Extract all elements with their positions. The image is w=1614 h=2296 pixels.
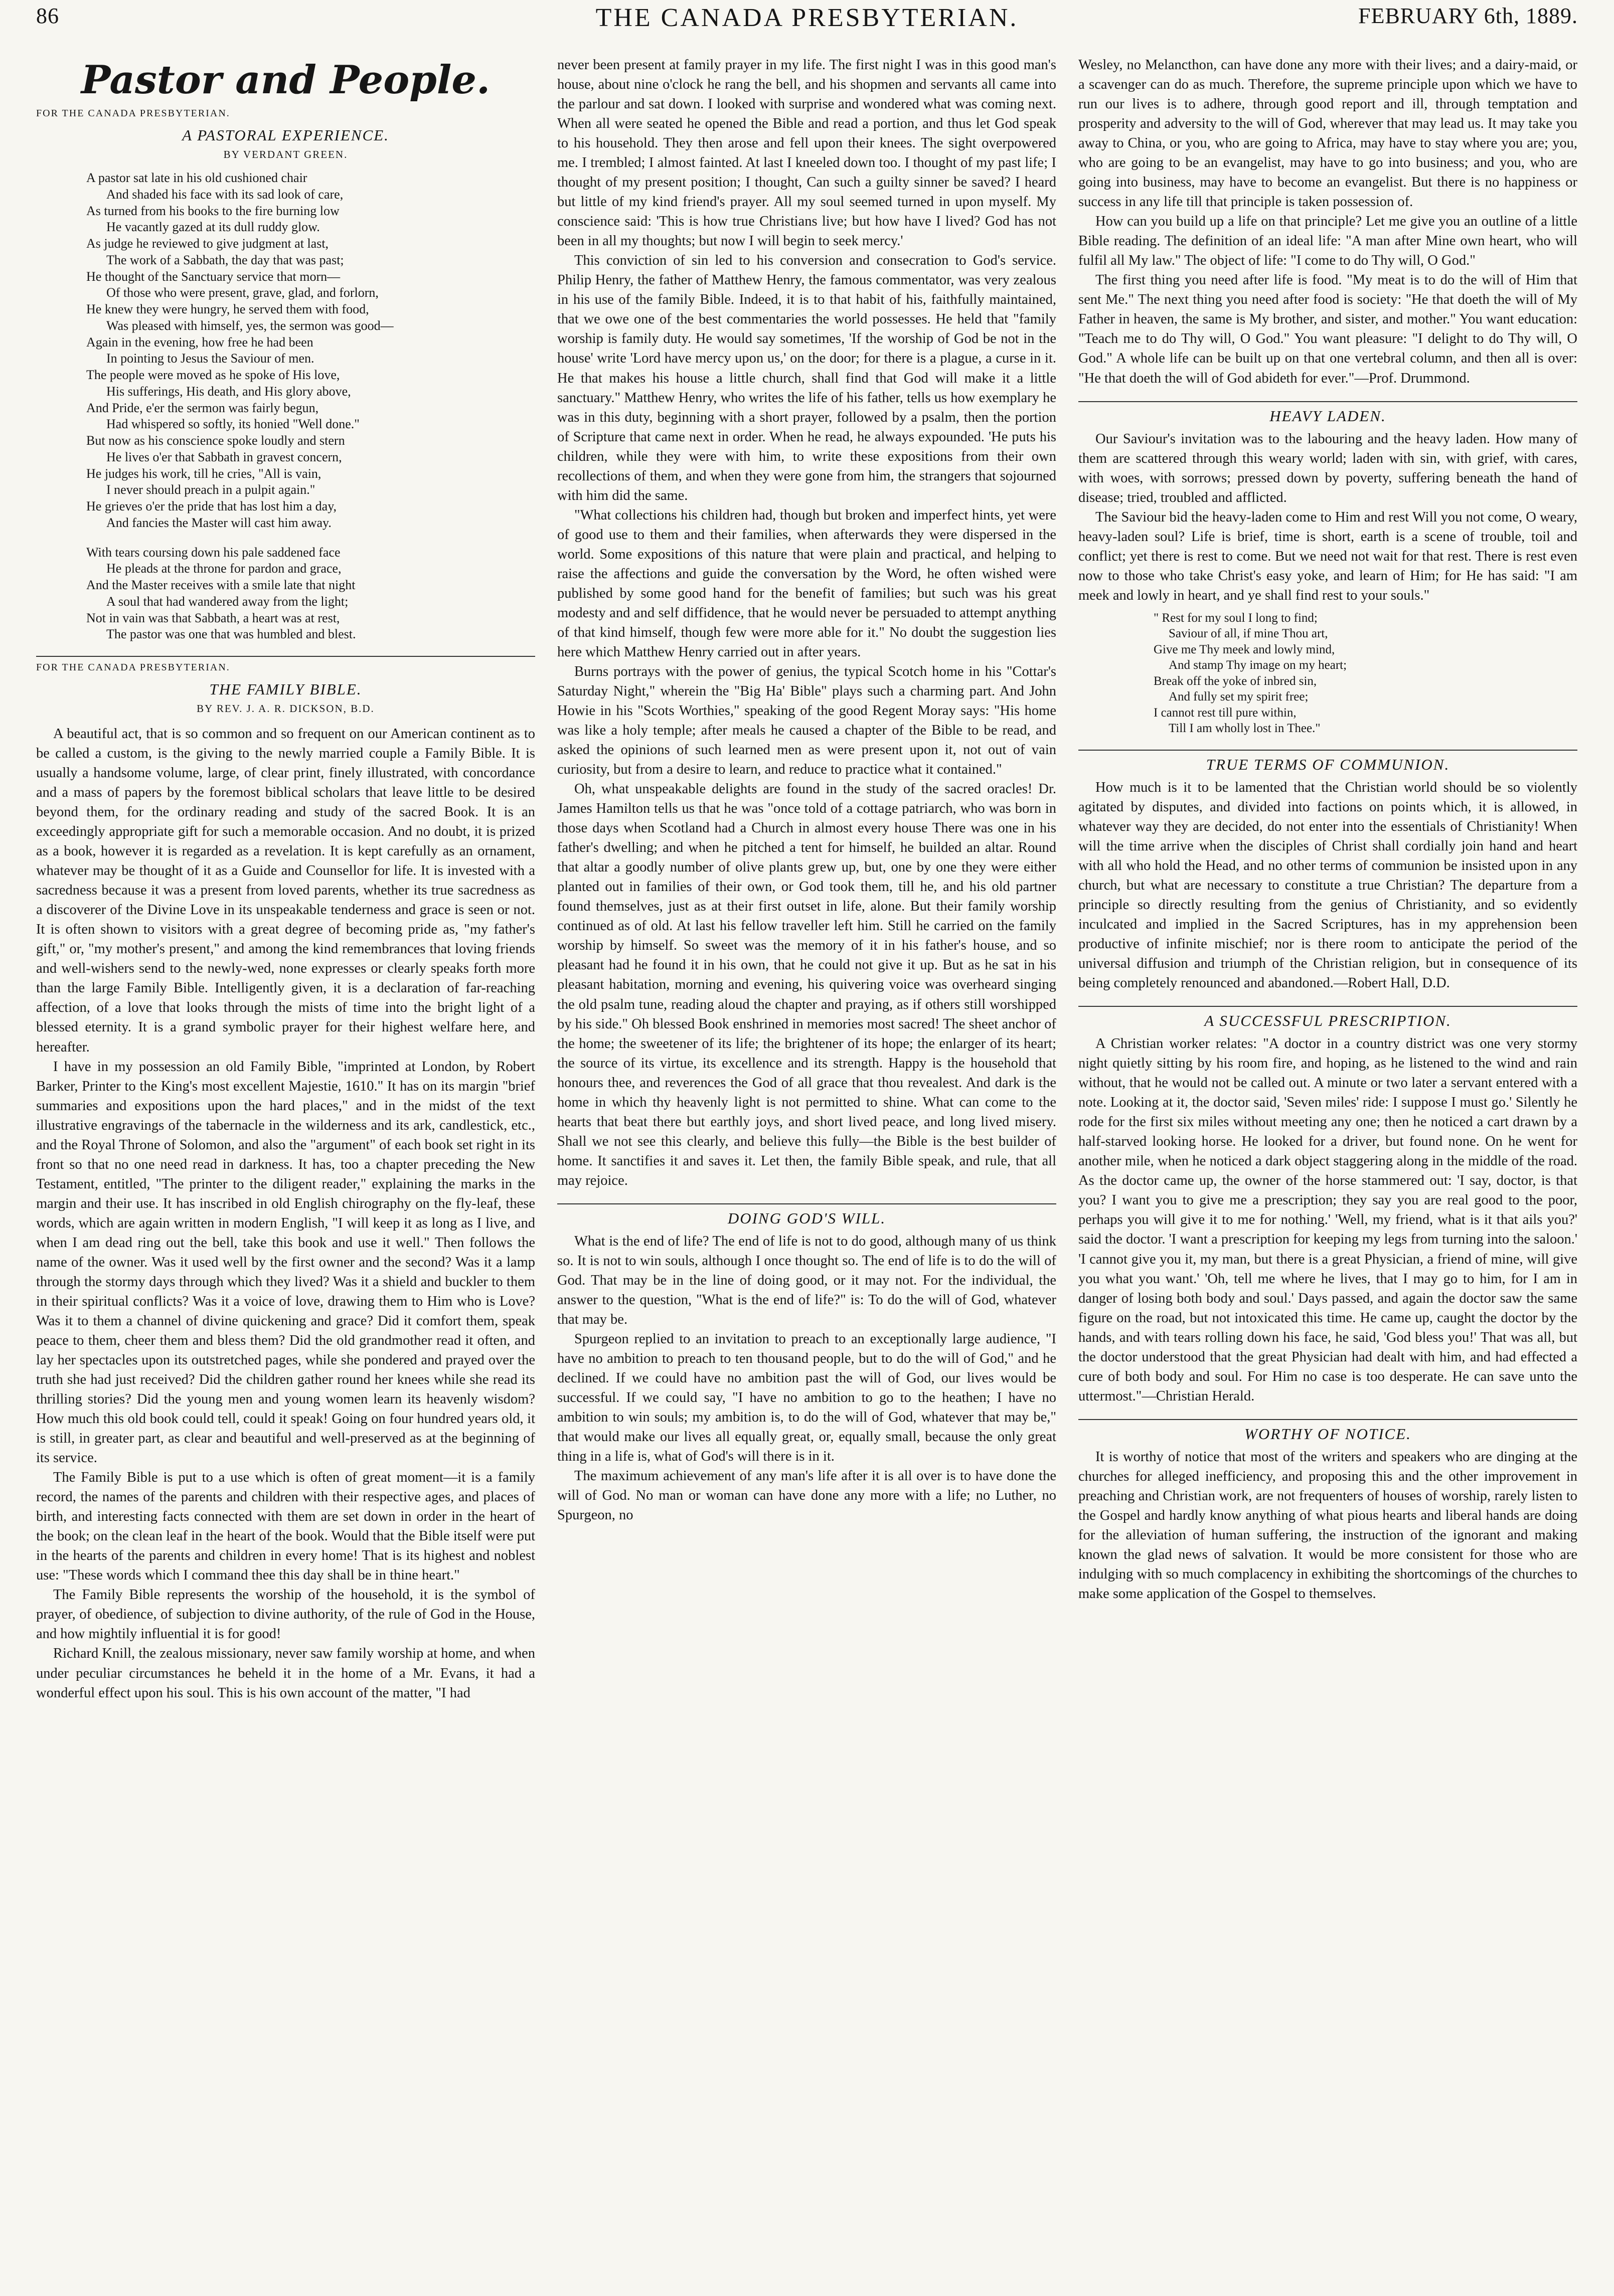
paragraph: "What collections his children had, though but broken and imperfect hints, yet were of good use to them and their families, when afterwards they were dispersed in the world. Some expositions of this nature that were plain and practical, and helping to raise the affections and guide the conversation by the Word, he often wished were published by some good hand for the benefit of families; but such was his great modesty and and self diffidence, that he would never be persuaded to attempt anything of that kind himself, though few were more able for it." No doubt the suggestion lies here which Matthew Henry carried out in after years. — [557, 507, 1056, 660]
verse-line: His sufferings, His death, and His glory above, — [106, 384, 351, 399]
article-body — [1078, 55, 1577, 388]
article-byline: BY REV. J. A. R. DICKSON, B.D. — [197, 702, 375, 715]
article-body — [1078, 1447, 1577, 1604]
page-header — [36, 3, 1578, 51]
article-body — [557, 1231, 1056, 1525]
paragraph: The Saviour bid the heavy-laden come to Him and rest Will you not come, O weary, heavy-laden soul? Life is brief, time is short, earth is a scene of trouble, toil and conflict; yet there is rest to come. But we need not wait for that rest. There is rest even now to those who take Christ's easy yoke, and learn of Him; for He has said: "I am meek and lowly in heart, and ye shall find rest to your souls." — [1078, 509, 1577, 603]
page-number: 86 — [36, 4, 59, 28]
hymn — [1154, 610, 1577, 737]
column-2 — [557, 55, 1056, 2286]
paragraph: What is the end of life? The end of life is not to do good, although many of us think so. It is not to win souls, although I once thought so. The end of life is to do the will of God. That may be in the line of doing good, or it may not. For the individual, the answer to the question, "What is the end of life?" is: To do the will of God, whatever that may be. — [557, 1233, 1056, 1327]
column-3 — [1078, 55, 1577, 2286]
section-heading: Pastor and People. — [81, 57, 491, 103]
verse-line: He lives o'er that Sabbath in gravest concern, — [106, 449, 342, 464]
verse-line: As judge he reviewed to give judgment at last, — [86, 236, 329, 251]
verse-line: With tears coursing down his pale saddened face — [86, 545, 341, 560]
article-body — [1078, 429, 1577, 605]
article-body — [557, 55, 1056, 1190]
paragraph: Richard Knill, the zealous missionary, never saw family worship at home, and when under peculiar circumstances he beheld it in the home of a Mr. Evans, it had a wonderful effect upon his soul. This is his own account of the matter, "I had — [36, 1646, 535, 1701]
paragraph: The Family Bible represents the worship of the household, it is the symbol of prayer, of obedience, of subjection to divine authority, of the rule of God in the House, and how mightily influential it is for good! — [36, 1587, 535, 1642]
paragraph: This conviction of sin led to his conversion and consecration to God's service. Philip Henry, the father of Matthew Henry, the famous commentator, was very zealous in his use of the family Bible. Indeed, it is to that habit of his, faithfully maintained, that we owe one of the best commentaries the world possesses. He held that "family worship is family duty. He would say sometimes, 'If the worship of God be not in the house' write 'Lord have mercy upon us,' on the door; for there is a plague, a curse in it. He that makes his house a little church, shall find that God will make it a little sanctuary." Matthew Henry, who writes the life of his father, tells us how exemplary he was in this duty, beginning with a short prayer, followed by a psalm, then the portion of Scripture that came next in order. When he read, he always expounded. 'He puts his children, while they were with him, to write these expositions from their own recollections of them, and when they were gone from him, the strangers that sojourned with him did the same. — [557, 253, 1056, 503]
verse-line: Again in the evening, how free he had been — [86, 334, 313, 349]
paragraph: Wesley, no Melancthon, can have done any more with their lives; and a dairy-maid, or a scavenger can do as much. Therefore, the supreme principle upon which we have to run our lives is to adhere, through good report and ill, through temptation and prosperity and adversity to the will of God, wherever that may lead us. It may take you away to China, or you, who are going to Africa, may have to stay where you are; you, who are going to be an evangelist, may have to go into business; and you, who are going into business, may have to become an evangelist. But there is no happiness or success in any life till that principle is taken possession of. — [1078, 57, 1577, 210]
paragraph: I have in my possession an old Family Bible, "imprinted at London, by Robert Barker, Printer to the King's most excellent Majestie, 1610." It has on its margin "brief summaries and expositions upon the hard places," and in the midst of the text illustrative engravings of the tabernacle in the wilderness and its ark, candlestick, etc., and the Royal Throne of Solomon, and also the "argument" of each book set right in its front so that no one need read in darkness. It has, too a chapter preceding the New Testament, entitled, "The printer to the diligent reader," explaining the marks in the margin and their use. It has inscribed in old English chirography on the fly-leaf, these words, which are again written in modern English, "I will keep it as long as I live, and when I am dead ring out the bell, take this book and use it well." Then follows the name of the owner. Was it used well by the first owner and the second? Was it a lamp through the stormy days through which they lived? Was it a shield and buckler to them in their spiritual conflicts? Was it a voice of love, drawing them to Him who is Love? Was it to them a channel of divine quickening and grace? Did it comfort them, speak peace to them, cheer them and bless them? Did the old grandmother read it often, and lay her spectacles upon its outstretched pages, while she pondered and prayed over the truth she had just received? Did the children gather round her knees while she read its thrilling stories? Did the young men and young women learn its heavenly wisdom? How much this old book could tell, could it speak! Going on four hundred years old, it is still, in greater part, as clear and beautiful and well-preserved as at the beginning of its service. — [36, 1058, 535, 1466]
for-line: FOR THE CANADA PRESBYTERIAN. — [36, 656, 535, 673]
issue-date: FEBRUARY 6th, 1889. — [1358, 4, 1578, 28]
verse-line: And the Master receives with a smile late that night — [86, 578, 356, 592]
verse-line: Was pleased with himself, yes, the sermon was good— — [106, 318, 394, 333]
verse-line: He grieves o'er the pride that has lost him a day, — [86, 499, 337, 513]
poem-title: A PASTORAL EXPERIENCE. — [182, 126, 389, 144]
paragraph: A Christian worker relates: "A doctor in a country district was one very stormy night quietly sitting by his room fire, and hoping, as he listened to the wind and rain without, that he would not be called out. A minute or two later a servant entered with a note. Looking at it, the doctor said, 'Seven miles' ride: I suppose I must go.' Silently he rode for the first six miles without meeting any one; then he noticed a cart drawn by a half-starved looking horse. He looked for a driver, but found none. On he went for another mile, when he noticed a dark object staggering along in the middle of the road. As the doctor came up, the owner of the horse stammered out: 'I say, doctor, is that you? I want you to give me a prescription; they say you are real good to the poor, perhaps you will give it to me for nothing.' 'Well, my friend, what is it that ails you?' said the doctor. 'I want a prescription for keeping my legs from turning into the saloon.' 'I cannot give you it, my man, but there is a great Physician, a friend of mine, will give you what you want.' 'Oh, tell me where he lives, that I may go to him, for I am in danger of losing both body and soul.' Days passed, and again the doctor saw the same figure on the road, but not intoxicated this time. He came up, caught the doctor by the hands, and with tears rolling down his face, he said, 'God bless you!' That was all, but the doctor understood that the great Physician had dealt with him, and had effected a cure of both body and soul. For Him no case is too desperate. He can save unto the uttermost."—Christian Herald. — [1078, 1036, 1577, 1404]
paragraph: It is worthy of notice that most of the writers and speakers who are dinging at the churches for alleged inefficiency, and proposing this and the other improvement in preaching and Christian work, are not frequenters of houses of worship, rarely listen to the Gospel and hardly know anything of what pious hearts and liberal hands are doing for the alleviation of human suffering, the instruction of the ignorant and making known the glad news of salvation. It would be more consistent for those who are indulging with so much complacency in exhibiting the shortcomings of the churches to make some application of the Gospel to themselves. — [1078, 1449, 1577, 1602]
article-body — [36, 724, 535, 1703]
verse-line: He pleads at the throne for pardon and grace, — [106, 561, 342, 576]
verse-line: Not in vain was that Sabbath, a heart was at rest, — [86, 610, 340, 625]
verse-line: The pastor was one that was humbled and blest. — [106, 627, 356, 642]
verse-line: A pastor sat late in his old cushioned chair — [86, 170, 307, 185]
verse-line: A soul that had wandered away from the light; — [106, 594, 349, 609]
verse-line: Saviour of all, if mine Thou art, — [1169, 627, 1328, 641]
hymn-stanza — [1154, 610, 1577, 737]
paragraph: A beautiful act, that is so common and so frequent on our American continent as to be called a custom, is the giving to the newly married couple a Family Bible. It is usually a handsome volume, large, of clear print, finely illustrated, with concordance and a mass of papers by the foremost biblical scholars that leave little to be desired beyond them, for the ordinary reading and study of the sacred Book. It is an exceedingly appropriate gift for such a memorable occasion. And no doubt, it is prized as a book, however it is regarded as a revelation. It is kept carefully as an ornament, whatever may be thought of it as a Guide and Counsellor for life. It is invested with a sacredness because it was a present from loved parents, whether its true sacredness as a discoverer of the Divine Love in its unspeakable tenderness and grace is seen or not. It is often shown to visitors with a great degree of becoming pride as, "my father's gift," or, "my mother's present," and among the kind remembrances that loving friends and well-wishers send to the newly-wed, none expresses or clearly speaks forth more than the large Family Bible. Intelligently given, it is a declaration of far-reaching affection, of a love that looks through the mists of time into the bright light of a blessed eternity. It is a grand symbolic prayer for their highest welfare here, and hereafter. — [36, 726, 535, 1055]
verse-line: He judges his work, till he cries, "All is vain, — [86, 466, 321, 481]
verse-line: Till I am wholly lost in Thee." — [1169, 722, 1321, 736]
column-1 — [36, 55, 535, 2286]
verse-line: Had whispered so softly, its honied "Well done." — [106, 417, 360, 432]
paragraph: Burns portrays with the power of genius, the typical Scotch home in his "Cottar's Saturday Night," wherein the "Big Ha' Bible" plays such a charming part. And John Howie in his "Scots Worthies," speaking of the good Regent Moray says: "His home was like a holy temple; after meals he caused a chapter of the Bible to be read, and asked the opinions of such learned men as were present upon it, not out of vain curiosity, but from a desire to learn, and reduce to practice what it contained." — [557, 663, 1056, 778]
for-line: FOR THE CANADA PRESBYTERIAN. — [36, 108, 230, 119]
article-title: TRUE TERMS OF COMMUNION. — [1078, 750, 1577, 774]
paragraph: The maximum achievement of any man's life after it is all over is to have done the will of God. No man or woman can have done any more with a life; no Luther, no Spurgeon, no — [557, 1468, 1056, 1523]
paragraph: How can you build up a life on that principle? Let me give you an outline of a little Bible reading. The definition of an ideal life: "A man after Mine own heart, who will fulfil all My law." The object of life: "I come to do Thy will, O God." — [1078, 214, 1577, 269]
verse-line: And shaded his face with its sad look of care, — [106, 187, 344, 202]
poem-stanza — [86, 545, 535, 643]
verse-line: He vacantly gazed at its dull ruddy glow. — [106, 220, 320, 235]
verse-line: And Pride, e'er the sermon was fairly begun, — [86, 400, 319, 415]
verse-line: The work of a Sabbath, the day that was past; — [106, 252, 344, 267]
article-title: DOING GOD'S WILL. — [557, 1203, 1056, 1227]
journal-title: THE CANADA PRESBYTERIAN. — [595, 4, 1019, 32]
verse-line: The people were moved as he spoke of His love, — [86, 368, 340, 382]
verse-line: Of those who were present, grave, glad, and forlorn, — [106, 285, 379, 300]
verse-line: But now as his conscience spoke loudly and stern — [86, 433, 345, 448]
verse-line: I never should preach in a pulpit again." — [106, 482, 315, 497]
article-title: THE FAMILY BIBLE. — [209, 680, 362, 698]
poem-stanza — [86, 170, 535, 532]
poem-byline: BY VERDANT GREEN. — [223, 148, 348, 160]
paragraph: The Family Bible is put to a use which is often of great moment—it is a family record, the names of the parents and children with their respective ages, and places of birth, and interesting facts connected with them are set down in order in the heart of the book; on the clean leaf in the heart of the book. Would that the Bible itself were put in the hearts of the parents and children in every home! That is its highest and noblest use: "These words which I command thee this day shall be in thine heart." — [36, 1470, 535, 1583]
poem — [86, 170, 535, 643]
verse-line: And fully set my spirit free; — [1169, 690, 1309, 704]
paragraph: never been present at family prayer in my life. The first night I was in this good man's house, about nine o'clock he rang the bell, and his shopmen and servants all came into the parlour and sat down. I looked with surprise and wondered what was coming next. When all were seated he opened the Bible and read a portion, and thus let God speak to his household. They then arose and fell upon their knees. The sight overpowered me. I trembled; I almost fainted. At last I kneeled down too. I thought of my past life; I thought of my present position; I thought, Can such a guilty sinner be saved? I heard but little of my kind friend's prayer. All my soul seemed turned in upon myself. My conscience said: 'This is how true Christians live; but how have I lived? God has not been in all my thoughts; but now I will begin to seek mercy.' — [557, 57, 1056, 249]
verse-line: He thought of the Sanctuary service that morn— — [86, 269, 341, 284]
verse-line: As turned from his books to the fire burning low — [86, 203, 340, 218]
article-title: A SUCCESSFUL PRESCRIPTION. — [1078, 1006, 1577, 1030]
paragraph: Spurgeon replied to an invitation to preach to an exceptionally large audience, "I have no ambition to preach to ten thousand people, but to do the will of God," and he declined. If we could have no ambition past the will of God, our lives would be successful. If we could say, "I have no ambition to go to the heathen; I have no ambition to win souls; my ambition is, to do the will of God, whatever that may be," that would make our lives all equally great, or, equally small, because the only great thing in a life is, what of God's will there is in it. — [557, 1331, 1056, 1465]
paragraph: Oh, what unspeakable delights are found in the study of the sacred oracles! Dr. James Hamilton tells us that he was "once told of a cottage patriarch, who was born in those days when Scotland had a Church in almost every house There was one in his father's dwelling; and when he pitched a tent for himself, he builded an altar. Round that altar a goodly number of olive plants grew up, but, one by one they were either planted out in families of their own, or God took them, till he, and his old partner found themselves, just as at their first outset in life, alone. But their family worship continued as of old. At last his fellow traveller left him. Still he carried on the family worship by himself. So sweet was the memory of it in his father's house, and so pleasant had he found it in his own, that he could not give it up. But as he sat in his pleasant habitation, morning and evening, his quivering voice was overheard singing the old psalm tune, reading aloud the chapter and praying, as if others still worshipped by his side." Oh blessed Book enshrined in memories most sacred! The sheet anchor of the home; the sweetener of its life; the brightener of its hope; the enlarger of its heart; the source of its virtue, its excellence and its strength. Happy is the household that honours thee, and reverences the God of all grace that thou revealest. And dark is the home in which thy heavenly light is not permitted to shine. What can come to the hearts that beat there but earthly joys, and short lived peace, and long lived misery. Shall we not see this clearly, and believe this fully—the Bible is the best builder of home. It sanctifies it and saves it. Let then, the family Bible speak, and rule, that all may rejoice. — [557, 781, 1056, 1188]
article-title: HEAVY LADEN. — [1078, 401, 1577, 425]
article-body — [1078, 778, 1577, 993]
paragraph: How much is it to be lamented that the Christian world should be so violently agitated by disputes, and divided into factions on points which, it is allowed, in whatever way they are decided, do not enter into the essentials of Christianity! When will the time arrive when the disciples of Christ shall cordially join hand and heart with all who hold the Head, and no other terms of communion be insisted upon in any church, but what are necessary to constitute a true Christian? The departure from a principle so directly resulting from the genius of Christianity, and so evidently inculcated and implied in the Sacred Scriptures, has in my apprehension been productive of infinite mischief; nor is there room to anticipate the period of the universal diffusion and triumph of the Christian religion, but in consequence of its being completely renounced and abandoned.—Robert Hall, D.D. — [1078, 779, 1577, 991]
verse-line: And stamp Thy image on my heart; — [1169, 658, 1347, 672]
article-body — [1078, 1034, 1577, 1406]
verse-line: He knew they were hungry, he served them with food, — [86, 302, 369, 316]
verse-line: " Rest for my soul I long to find; — [1154, 611, 1318, 625]
verse-line: In pointing to Jesus the Saviour of men. — [106, 351, 314, 366]
verse-line: And fancies the Master will cast him away. — [106, 515, 332, 530]
columns — [36, 55, 1578, 2286]
verse-line: I cannot rest till pure within, — [1154, 705, 1297, 720]
article-title: WORTHY OF NOTICE. — [1078, 1419, 1577, 1443]
paragraph: The first thing you need after life is food. "My meat is to do the will of Him that sent Me." The next thing you need after food is society: "He that doeth the will of My Father in heaven, the same is My brother, and sister, and mother." You want education: "Teach me to do Thy will, O God." You want pleasure: "I delight to do Thy will, O God." A whole life can be built up on that one vertebral column, and then all is over: "He that doeth the will of God abideth for ever."—Prof. Drummond. — [1078, 272, 1577, 386]
verse-line: Break off the yoke of inbred sin, — [1154, 674, 1317, 688]
verse-line: Give me Thy meek and lowly mind, — [1154, 642, 1335, 656]
paragraph: Our Saviour's invitation was to the labouring and the heavy laden. How many of them are scattered through this weary world; laden with sin, with grief, with cares, with woes, with sorrows; pressed down by poverty, suffering beneath the hand of disease; tried, troubled and afflicted. — [1078, 431, 1577, 505]
